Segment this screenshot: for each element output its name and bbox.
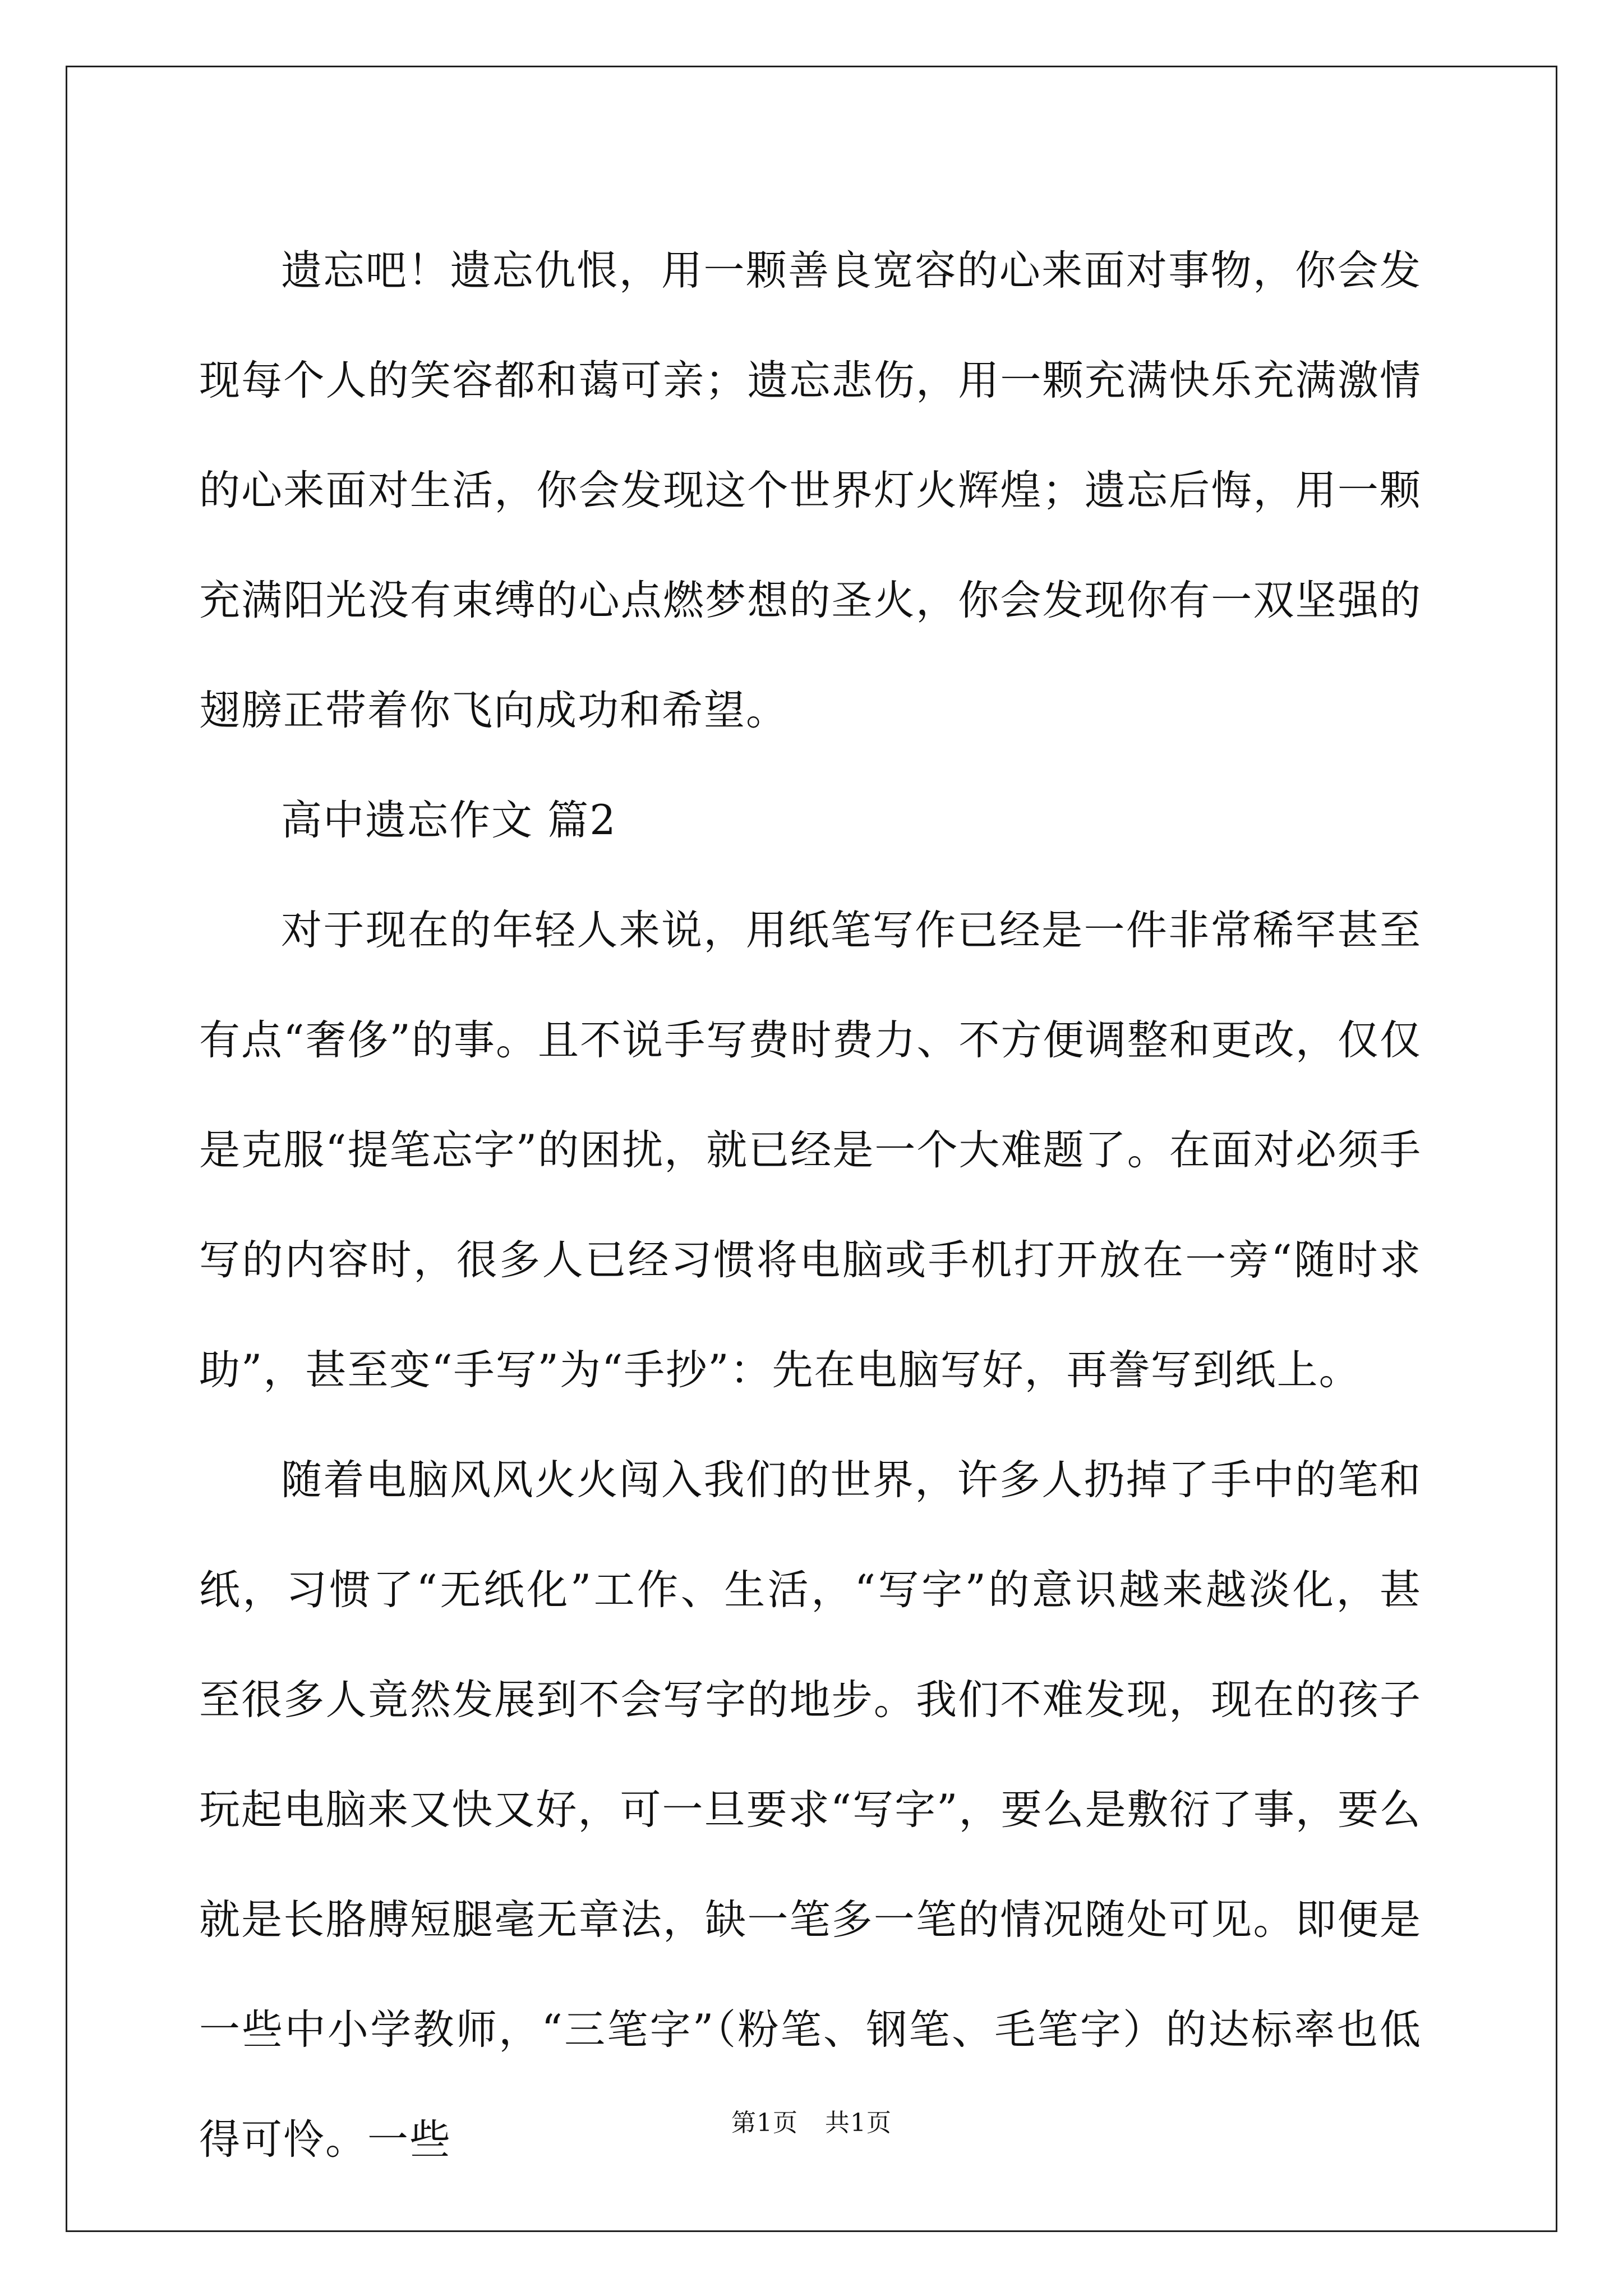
paragraph-handwriting: 对于现在的年轻人来说，用纸笔写作已经是一件非常稀罕甚至有点“奢侈”的事。且不说手写费时费力、不方便调整和更改，仅仅是克服“提笔忘字”的困扰，就已经是一个大难题了。在面对必须手写的内容时，很多人已经习惯将电脑或手机打开放在一旁“随时求助”，甚至变“手写”为“手抄”：先在电脑写好，再誊写到纸上。	[199, 907, 1422, 1394]
page-number: 第1页	[731, 2109, 798, 2137]
document-body	[199, 216, 1422, 2195]
paragraph-forget: 遗忘吧！遗忘仇恨，用一颗善良宽容的心来面对事物，你会发现每个人的笑容都和蔼可亲；遗忘悲伤，用一颗充满快乐充满激情的心来面对生活，你会发现这个世界灯火辉煌；遗忘后悔，用一颗充满阳光没有束缚的心点燃梦想的圣火，你会发现你有一双坚强的翅膀正带着你飞向成功和希望。	[199, 247, 1422, 734]
section-heading: 高中遗忘作文 篇2	[281, 797, 617, 844]
paragraph-computers: 随着电脑风风火火闯入我们的世界，许多人扔掉了手中的笔和纸，习惯了“无纸化”工作、生活，“写字”的意识越来越淡化，甚至很多人竟然发展到不会写字的地步。我们不难发现，现在的孩子玩起电脑来又快又好，可一旦要求“写字”，要么是敷衍了事，要么就是长胳膊短腿毫无章法，缺一笔多一笔的情况随处可见。即便是一些中小学教师，“三笔字”（粉笔、钢笔、毛笔字）的达标率也低得可怜。一些	[199, 1456, 1422, 2164]
page-total: 共1页	[825, 2109, 892, 2137]
page-footer	[0, 2106, 1623, 2140]
